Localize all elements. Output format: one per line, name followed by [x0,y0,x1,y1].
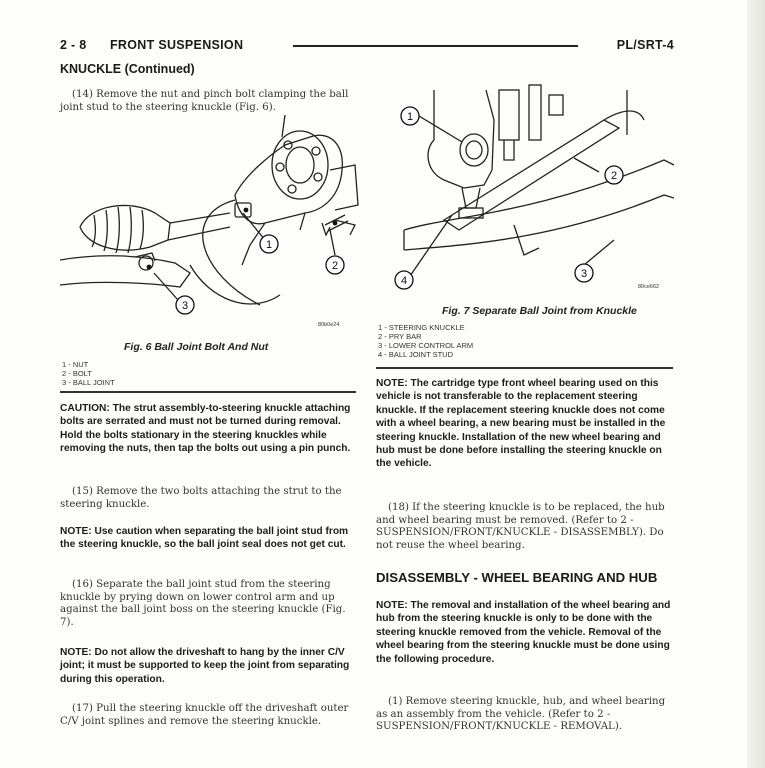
fig7-callout-1: 1 [406,111,414,123]
step-16: (16) Separate the ball joint stud from the steering knuckle by prying down on lower control arm and up against the ball joint boss on the steering knuckle (Fig. 7). [60,579,346,628]
note-removal: NOTE: The removal and installation of the wheel bearing and hub from the steering knuckle is only to be done with the steering knuckle removed from the vehicle. Removal of the wheel bearing from the steering knuckle must be done using the following procedure. [376,600,671,665]
divider [60,391,356,393]
fig7-callout-2: 2 [610,170,618,182]
fig7-legend-item: 4 - BALL JOINT STUD [378,350,454,359]
step-18: (18) If the steering knuckle is to be replaced, the hub and wheel bearing must be removed. (Refer to 2 - SUSPENSION/FRONT/KNUCKLE - DISASSEMBLY). Do not reuse the wheel bearing. [376,502,665,551]
fig7-legend-item: 2 - PRY BAR [378,332,422,341]
step-14: (14) Remove the nut and pinch bolt clamping the ball joint stud to the steering knuckle (Fig. 6). [60,89,349,113]
step-17: (17) Pull the steering knuckle off the driveshaft outer C/V joint splines and remove the steering knuckle. [60,703,349,727]
model-name: PL/SRT-4 [616,38,674,52]
fig7-legend [378,323,473,359]
fig7-legend-item: 3 - LOWER CONTROL ARM [378,341,474,350]
fig7-callout-3: 3 [580,268,588,280]
header-rule [293,45,578,47]
page-header [60,38,674,54]
fig6-legend-item: 1 - NUT [62,360,89,369]
fig6-caption: Fig. 6 Ball Joint Bolt And Nut [124,341,269,353]
step-15: (15) Remove the two bolts attaching the strut to the steering knuckle. [60,486,342,510]
fig6-legend-item: 3 - BALL JOINT [62,378,115,387]
section-title: FRONT SUSPENSION [110,38,244,52]
fig7-illustration [374,80,674,298]
page-number: 2 - 8 [60,38,87,52]
fig6-legend-item: 2 - BOLT [62,369,92,378]
page-subtitle: KNUCKLE (Continued) [60,62,195,76]
caution-note: CAUTION: The strut assembly-to-steering knuckle attaching bolts are serrated and must not be turned during removal. Hold the bolts stationary in the steering knuckles while removing the nuts, then tap the bolts out using a pin punch. [60,403,351,455]
fig7-legend-item: 1 - STEERING KNUCKLE [378,323,465,332]
fig6-legend [62,360,115,387]
fig6-callout-2: 2 [331,260,339,272]
fig6-callout-3: 3 [181,300,189,312]
note-wheel-bearing: NOTE: The cartridge type front wheel bearing used on this vehicle is not transferable to the replacement steering knuckle. If the replacement steering knuckle does not come with a wheel bearing, a new bearing must be installed in the steering knuckle. Installation of the new wheel bearing and hub must be done before installing the steering knuckle on the vehicle. [376,378,666,470]
page-edge [747,0,765,768]
fig7-callout-4: 4 [400,275,408,287]
divider [376,367,673,369]
fig6-illustration [60,115,360,335]
fig6-callout-1: 1 [265,239,273,251]
note-ball-joint-seal: NOTE: Use caution when separating the ball joint stud from the steering knuckle, so the ball joint seal does not get cut. [60,526,349,551]
section-heading: DISASSEMBLY - WHEEL BEARING AND HUB [376,570,658,585]
fig6-code: 80b0e24 [318,322,340,328]
note-driveshaft: NOTE: Do not allow the driveshaft to hang by the inner C/V joint; it must be supported to keep the joint from separating during this operation. [60,647,350,685]
step-1: (1) Remove steering knuckle, hub, and wheel bearing as an assembly from the vehicle. (Refer to 2 - SUSPENSION/FRONT/KNUCKLE - REMOVAL). [376,696,666,733]
fig7-caption: Fig. 7 Separate Ball Joint from Knuckle [442,305,637,317]
fig7-code: 80ce662 [638,284,660,290]
